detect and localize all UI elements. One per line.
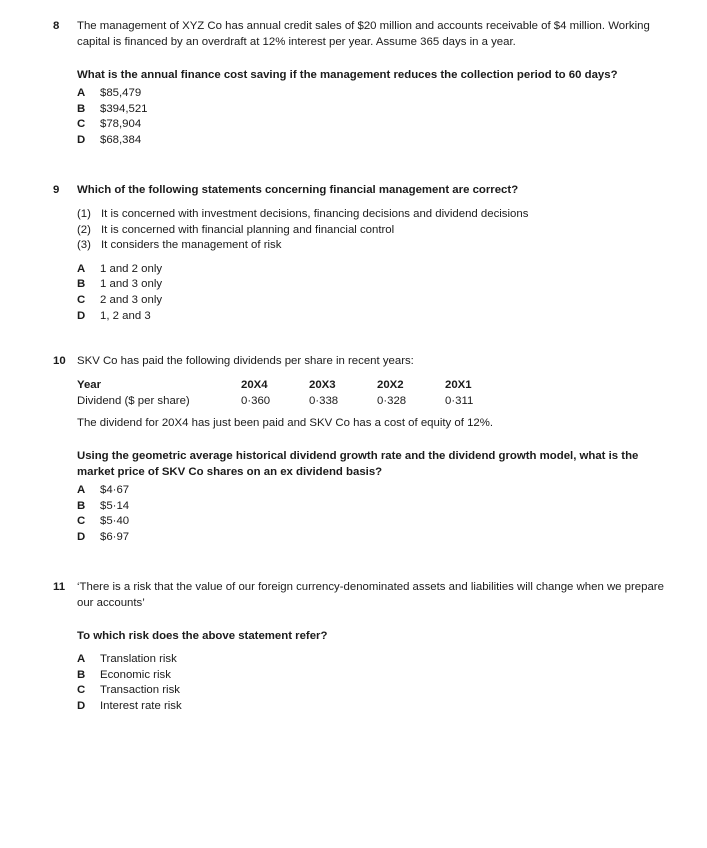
question-prompt: Which of the following statements concerning financial management are correct? bbox=[77, 184, 519, 196]
table-cell: 0·338 bbox=[309, 395, 339, 407]
option-text: Transaction risk bbox=[100, 684, 180, 697]
table-header-cell: 20X3 bbox=[309, 379, 336, 391]
option-letter: A bbox=[77, 653, 86, 665]
question-prompt: To which risk does the above statement refer? bbox=[77, 630, 328, 642]
question-body bbox=[77, 182, 677, 323]
table-header-cell: Year bbox=[77, 379, 102, 391]
statement-item bbox=[77, 206, 677, 222]
question-number: 9 bbox=[53, 184, 60, 196]
question-number: 11 bbox=[53, 581, 66, 593]
table-cell: Dividend ($ per share) bbox=[77, 395, 190, 407]
option-b[interactable] bbox=[77, 276, 677, 292]
option-letter: C bbox=[77, 684, 86, 697]
option-b[interactable] bbox=[77, 101, 677, 117]
option-letter: D bbox=[77, 699, 86, 712]
option-c[interactable] bbox=[77, 292, 677, 308]
option-text: $85,479 bbox=[100, 87, 142, 99]
option-a[interactable] bbox=[77, 482, 677, 498]
table-cell: 0·328 bbox=[377, 395, 407, 407]
question-body bbox=[77, 18, 677, 147]
question-stem: ‘There is a risk that the value of our foreign currency-denominated assets and liabilities will change when we prepare our accounts’ bbox=[77, 581, 664, 609]
table-cell: 0·311 bbox=[445, 395, 474, 407]
option-letter: B bbox=[77, 499, 86, 512]
option-c[interactable] bbox=[77, 682, 677, 698]
answer-options bbox=[77, 261, 677, 323]
option-text: 2 and 3 only bbox=[100, 293, 163, 306]
table-header-cell: 20X2 bbox=[377, 379, 404, 391]
option-text: $5·14 bbox=[100, 499, 130, 512]
option-text: $4·67 bbox=[100, 484, 130, 496]
question-stem: SKV Co has paid the following dividends per share in recent years: bbox=[77, 355, 414, 367]
answer-options bbox=[77, 482, 677, 544]
option-letter: B bbox=[77, 102, 86, 115]
option-letter: D bbox=[77, 309, 86, 322]
option-text: $68,384 bbox=[100, 133, 142, 146]
option-letter: C bbox=[77, 515, 86, 528]
statement-item bbox=[77, 237, 677, 253]
option-d[interactable] bbox=[77, 132, 677, 148]
option-letter: B bbox=[77, 668, 86, 681]
option-letter: C bbox=[77, 118, 86, 131]
statement-item bbox=[77, 222, 677, 238]
option-text: 1, 2 and 3 bbox=[100, 309, 151, 322]
question-number: 10 bbox=[53, 355, 66, 367]
option-letter: D bbox=[77, 133, 86, 146]
option-text: Interest rate risk bbox=[100, 699, 182, 712]
question-number: 8 bbox=[53, 20, 60, 32]
option-text: $78,904 bbox=[100, 118, 142, 131]
question-body bbox=[77, 579, 677, 713]
option-d[interactable] bbox=[77, 698, 677, 714]
option-letter: B bbox=[77, 278, 86, 291]
question-body bbox=[77, 353, 677, 544]
option-a[interactable] bbox=[77, 85, 677, 101]
option-text: 1 and 3 only bbox=[100, 278, 163, 291]
option-text: Economic risk bbox=[100, 668, 171, 681]
option-text: Translation risk bbox=[100, 653, 177, 665]
statement-number: (3) bbox=[77, 239, 91, 252]
option-letter: D bbox=[77, 530, 86, 543]
option-b[interactable] bbox=[77, 667, 677, 683]
option-text: $5·40 bbox=[100, 515, 130, 528]
answer-options bbox=[77, 85, 677, 147]
option-text: 1 and 2 only bbox=[100, 262, 163, 275]
table-cell: 0·360 bbox=[241, 395, 271, 407]
option-c[interactable] bbox=[77, 116, 677, 132]
statement-text: It is concerned with investment decisions, financing decisions and dividend decisions bbox=[101, 208, 529, 220]
dividend-table bbox=[77, 377, 505, 409]
option-d[interactable] bbox=[77, 529, 677, 545]
answer-options bbox=[77, 651, 677, 713]
question-prompt: What is the annual finance cost saving if the management reduces the collection period to 60 days? bbox=[77, 69, 618, 81]
statement-number: (2) bbox=[77, 223, 91, 236]
statement-list bbox=[77, 206, 677, 253]
option-a[interactable] bbox=[77, 261, 677, 277]
option-letter: A bbox=[77, 484, 86, 496]
table-header-row bbox=[77, 377, 505, 393]
option-a[interactable] bbox=[77, 651, 677, 667]
option-d[interactable] bbox=[77, 308, 677, 324]
table-row bbox=[77, 393, 505, 409]
table-header-cell: 20X1 bbox=[445, 379, 472, 391]
option-text: $6·97 bbox=[100, 530, 130, 543]
option-letter: A bbox=[77, 87, 86, 99]
option-c[interactable] bbox=[77, 513, 677, 529]
option-letter: A bbox=[77, 262, 86, 275]
option-b[interactable] bbox=[77, 498, 677, 514]
question-note: The dividend for 20X4 has just been paid and SKV Co has a cost of equity of 12%. bbox=[77, 417, 494, 429]
question-prompt: Using the geometric average historical dividend growth rate and the dividend growth model, what is the market price of SKV Co shares on an ex dividend basis? bbox=[77, 450, 639, 478]
option-letter: C bbox=[77, 293, 86, 306]
table-header-cell: 20X4 bbox=[241, 379, 268, 391]
statement-number: (1) bbox=[77, 208, 91, 220]
question-stem: The management of XYZ Co has annual credit sales of $20 million and accounts receivable of $4 million. Working capital is financed by an overdraft at 12% interest per year. Assume 365 days in a year. bbox=[77, 20, 650, 48]
statement-text: It considers the management of risk bbox=[101, 239, 282, 252]
statement-text: It is concerned with financial planning and financial control bbox=[101, 223, 395, 236]
option-text: $394,521 bbox=[100, 102, 148, 115]
